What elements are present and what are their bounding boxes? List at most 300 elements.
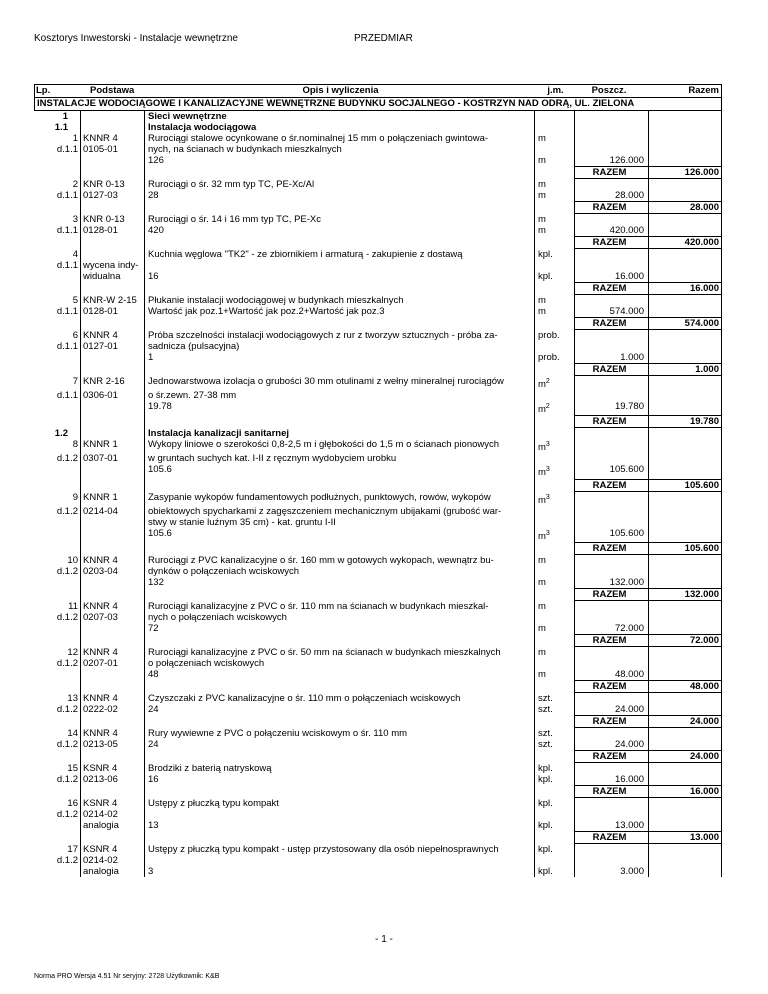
position-razem (648, 820, 722, 831)
position-podstawa: analogia (80, 820, 144, 831)
position-podstawa (80, 669, 144, 680)
position-opis: o śr.zewn. 27-38 mm (144, 390, 534, 401)
table-row (34, 750, 722, 763)
position-lp (34, 750, 80, 763)
position-block (34, 492, 722, 555)
position-razem (648, 306, 722, 317)
position-lp (34, 464, 80, 478)
position-poszcz (574, 555, 648, 566)
position-lp: d.1.2 (56, 657, 78, 669)
position-razem (648, 155, 722, 166)
section-podstawa (80, 111, 144, 122)
position-jm: szt. (534, 693, 574, 704)
position-poszcz-value: 72.000 (574, 623, 648, 634)
position-opis: Rurociągi o śr. 32 mm typ TC, PE-Xc/Al (144, 179, 534, 190)
position-poszcz (574, 341, 648, 352)
position-opis: Wykopy liniowe o szerokości 0,8-2,5 m i głębokości do 1,5 m o ścianach pionowych (144, 439, 534, 453)
position-poszcz-value: 16.000 (574, 774, 648, 785)
position-poszcz (574, 855, 648, 866)
position-podstawa: 0214-02 (80, 855, 144, 866)
position-razem (648, 798, 722, 809)
position-lp: 2 (72, 179, 78, 190)
position-lp: 5 (72, 295, 78, 306)
position-razem (648, 866, 722, 877)
position-razem (648, 601, 722, 612)
position-podstawa: widualna (80, 271, 144, 282)
razem-value: 72.000 (648, 634, 722, 647)
position-block (34, 844, 722, 877)
table-row (34, 634, 722, 647)
position-opis: Rurociągi o śr. 14 i 16 mm typ TC, PE-Xc (144, 214, 534, 225)
position-razem (648, 341, 722, 352)
position-jm (534, 260, 574, 271)
position-lp: 11 (68, 600, 78, 612)
position-calc: 16 (144, 271, 534, 282)
section-poszcz (574, 122, 648, 133)
table-row (34, 566, 722, 577)
position-poszcz (574, 376, 648, 390)
razem-value: 1.000 (648, 363, 722, 376)
position-jm: m (534, 155, 574, 166)
razem-label: RAZEM (574, 317, 648, 330)
position-poszcz (574, 453, 648, 464)
position-podstawa: 0127-03 (80, 190, 144, 201)
position-lp: d.1.1 (56, 225, 78, 236)
position-calc: Wartość jak poz.1+Wartość jak poz.2+Wartość jak poz.3 (144, 306, 534, 317)
table-row (34, 330, 722, 341)
position-lp: d.1.2 (56, 505, 78, 517)
table-row (34, 201, 722, 214)
position-jm: prob. (534, 330, 574, 341)
col-header-lp: Lp. (34, 85, 80, 97)
razem-value: 48.000 (648, 680, 722, 693)
position-opis: Zasypanie wykopów fundamentowych podłużnych, punktowych, rowów, wykopów (144, 492, 534, 506)
razem-value: 19.780 (648, 415, 722, 428)
position-opis: Rurociągi stalowe ocynkowane o śr.nominalnej 15 mm o połączeniach gwintowa- (144, 133, 534, 144)
position-poszcz (574, 214, 648, 225)
position-lp (34, 166, 80, 179)
position-podstawa (80, 479, 144, 492)
position-razem (648, 566, 722, 577)
position-jm: szt. (534, 704, 574, 715)
position-podstawa (80, 249, 144, 260)
table-row (34, 439, 722, 453)
razem-label: RAZEM (574, 201, 648, 214)
table-row (34, 866, 722, 877)
position-jm (534, 363, 574, 376)
page-number: - 1 - (375, 934, 393, 945)
position-block (34, 439, 722, 491)
position-podstawa (80, 201, 144, 214)
position-lp (34, 542, 80, 555)
col-header-jm: j.m. (547, 85, 564, 96)
position-lp (34, 401, 80, 415)
table-row (34, 506, 722, 517)
position-opis (144, 201, 534, 214)
position-razem (648, 453, 722, 464)
position-podstawa (80, 363, 144, 376)
position-podstawa: KNNR 1 (80, 439, 144, 453)
position-jm: m (534, 225, 574, 236)
position-opis (144, 236, 534, 249)
razem-label: RAZEM (574, 542, 648, 555)
section-name: Instalacja wodociągowa (144, 122, 534, 133)
table-body (34, 111, 722, 877)
position-poszcz-value: 13.000 (574, 820, 648, 831)
position-opis (144, 479, 534, 492)
position-podstawa: KSNR 4 (80, 763, 144, 774)
table-row (34, 601, 722, 612)
section-row (34, 428, 722, 439)
position-podstawa (80, 236, 144, 249)
position-poszcz (574, 249, 648, 260)
table-row (34, 144, 722, 155)
table-row (34, 728, 722, 739)
position-opis: w gruntach suchych kat. I-II z ręcznym wydobyciem urobku (144, 453, 534, 464)
position-calc: 19.78 (144, 401, 534, 415)
position-calc: 1 (144, 352, 534, 363)
position-opis (144, 680, 534, 693)
section-row (34, 122, 722, 133)
position-poszcz-value: 105.600 (574, 528, 648, 542)
przedmiar-table (34, 84, 722, 877)
position-jm (534, 658, 574, 669)
section-poszcz (574, 111, 648, 122)
position-razem (648, 376, 722, 390)
position-block (34, 133, 722, 179)
position-podstawa: KNNR 1 (80, 492, 144, 506)
position-block (34, 555, 722, 601)
table-row (34, 693, 722, 704)
position-lp: d.1.1 (56, 260, 78, 271)
position-lp (34, 866, 80, 877)
position-jm (534, 479, 574, 492)
position-podstawa: 0128-01 (80, 225, 144, 236)
table-row (34, 352, 722, 363)
table-row (34, 588, 722, 601)
position-opis (144, 715, 534, 728)
razem-label: RAZEM (574, 831, 648, 844)
section-name: Sieci wewnętrzne (144, 111, 534, 122)
position-lp (34, 588, 80, 601)
position-lp (34, 271, 80, 282)
position-podstawa (80, 401, 144, 415)
table-row (34, 214, 722, 225)
position-podstawa (80, 588, 144, 601)
position-lp (34, 363, 80, 376)
position-podstawa: 0213-05 (80, 739, 144, 750)
table-row (34, 704, 722, 715)
position-razem (648, 855, 722, 866)
position-block (34, 693, 722, 728)
position-opis: Ustępy z płuczką typu kompakt - ustęp przystosowany dla osób niepełnosprawnych (144, 844, 534, 855)
table-row (34, 401, 722, 415)
position-opis: Rurociągi z PVC kanalizacyjne o śr. 160 mm w gotowych wykopach, wewnątrz bu- (144, 555, 534, 566)
position-jm (534, 166, 574, 179)
position-jm (534, 750, 574, 763)
position-podstawa (80, 680, 144, 693)
position-podstawa: 0105-01 (80, 144, 144, 155)
position-razem (648, 225, 722, 236)
razem-value: 16.000 (648, 282, 722, 295)
position-opis: Rurociągi kanalizacyjne z PVC o śr. 110 mm na ścianach w budynkach mieszkal- (144, 601, 534, 612)
position-lp (34, 577, 80, 588)
section-podstawa (80, 428, 144, 439)
table-row (34, 785, 722, 798)
position-lp: 14 (67, 727, 78, 739)
position-jm: kpl. (534, 774, 574, 785)
table-row (34, 647, 722, 658)
position-podstawa: KSNR 4 (80, 798, 144, 809)
table-row (34, 492, 722, 506)
razem-label: RAZEM (574, 750, 648, 763)
table-row (34, 517, 722, 528)
position-jm: m (534, 555, 574, 566)
section-jm (534, 428, 574, 439)
position-jm: szt. (534, 739, 574, 750)
position-calc: 48 (144, 669, 534, 680)
position-jm (534, 809, 574, 820)
position-podstawa (80, 750, 144, 763)
position-opis: Rurociągi kanalizacyjne z PVC o śr. 50 mm na ścianach w budynkach mieszkalnych (144, 647, 534, 658)
position-poszcz-value: 24.000 (574, 704, 648, 715)
position-poszcz (574, 647, 648, 658)
position-poszcz (574, 612, 648, 623)
position-jm (534, 855, 574, 866)
position-razem (648, 704, 722, 715)
position-poszcz (574, 179, 648, 190)
razem-value: 126.000 (648, 166, 722, 179)
section-name: Instalacja kanalizacji sanitarnej (144, 428, 534, 439)
table-row (34, 680, 722, 693)
position-block (34, 376, 722, 428)
position-opis (144, 785, 534, 798)
table-row (34, 542, 722, 555)
position-razem (648, 271, 722, 282)
col-header-podstawa: Podstawa (90, 85, 135, 96)
position-razem (648, 249, 722, 260)
position-podstawa: 0203-04 (80, 566, 144, 577)
position-opis: dynków o połączeniach wciskowych (144, 566, 534, 577)
table-row (34, 555, 722, 566)
position-jm (534, 517, 574, 528)
table-row (34, 763, 722, 774)
position-lp (34, 415, 80, 428)
razem-label: RAZEM (574, 282, 648, 295)
position-jm: m (534, 295, 574, 306)
position-jm (534, 236, 574, 249)
position-opis (144, 750, 534, 763)
table-row (34, 831, 722, 844)
position-opis: obiektowych spycharkami z zagęszczeniem mechanicznym ubijakami (grubość war- (144, 506, 534, 517)
table-row (34, 225, 722, 236)
position-lp: 15 (67, 762, 78, 774)
position-poszcz-value: 24.000 (574, 739, 648, 750)
position-lp: 4 (72, 249, 78, 260)
position-podstawa: 0207-03 (80, 612, 144, 623)
position-lp (34, 715, 80, 728)
position-jm: m (534, 647, 574, 658)
table-row (34, 464, 722, 478)
position-razem (648, 390, 722, 401)
table-row (34, 190, 722, 201)
table-title: INSTALACJE WODOCIĄGOWE I KANALIZACYJNE WEWNĘTRZNE BUDYNKU SOCJALNEGO - KOSTRZYN NAD ODRĄ, UL. ZIELONA (34, 98, 722, 111)
section-razem (648, 428, 722, 439)
position-opis (144, 634, 534, 647)
position-razem (648, 763, 722, 774)
position-opis (144, 831, 534, 844)
table-row (34, 798, 722, 809)
position-podstawa (80, 577, 144, 588)
position-poszcz (574, 439, 648, 453)
razem-value: 105.600 (648, 542, 722, 555)
section-jm (534, 122, 574, 133)
position-podstawa: KNR 0-13 (80, 214, 144, 225)
position-opis: o połączeniach wciskowych (144, 658, 534, 669)
position-opis (144, 282, 534, 295)
position-opis: Brodziki z baterią natryskową (144, 763, 534, 774)
table-row (34, 390, 722, 401)
razem-value: 24.000 (648, 750, 722, 763)
razem-label: RAZEM (574, 785, 648, 798)
position-podstawa: analogia (80, 866, 144, 877)
position-razem (648, 658, 722, 669)
razem-label: RAZEM (574, 715, 648, 728)
position-jm (534, 317, 574, 330)
position-lp: 3 (72, 214, 78, 225)
table-row (34, 415, 722, 428)
position-podstawa: KNNR 4 (80, 647, 144, 658)
position-razem (648, 774, 722, 785)
table-row (34, 669, 722, 680)
position-opis: Rury wywiewne z PVC o połączeniu wciskowym o śr. 110 mm (144, 728, 534, 739)
table-header (34, 84, 722, 98)
razem-label: RAZEM (574, 415, 648, 428)
position-opis: stwy w stanie luźnym 35 cm) - kat. gruntu I-II (144, 517, 534, 528)
position-podstawa (80, 282, 144, 295)
position-jm: m (534, 577, 574, 588)
position-jm (534, 715, 574, 728)
position-lp: d.1.2 (56, 703, 78, 715)
position-lp: 7 (72, 376, 78, 387)
position-lp (34, 669, 80, 680)
position-jm (534, 453, 574, 464)
table-row (34, 809, 722, 820)
table-row (34, 453, 722, 464)
position-block (34, 601, 722, 647)
position-block (34, 330, 722, 376)
software-footer: Norma PRO Wersja 4.51 Nr seryjny: 2728 Użytkownik: K&B (34, 973, 220, 980)
position-razem (648, 133, 722, 144)
position-razem (648, 464, 722, 478)
razem-label: RAZEM (574, 588, 648, 601)
position-calc: 105.6 (144, 528, 534, 542)
table-row (34, 249, 722, 260)
table-row (34, 577, 722, 588)
position-opis: Ustępy z płuczką typu kompakt (144, 798, 534, 809)
razem-label: RAZEM (574, 680, 648, 693)
position-podstawa: wycena indy- (80, 260, 144, 271)
position-jm: kpl. (534, 820, 574, 831)
position-jm: m (534, 190, 574, 201)
position-razem (648, 693, 722, 704)
position-razem (648, 728, 722, 739)
position-poszcz-value: 16.000 (574, 271, 648, 282)
position-podstawa: 0127-01 (80, 341, 144, 352)
position-poszcz-value: 3.000 (574, 866, 648, 877)
position-poszcz-value: 420.000 (574, 225, 648, 236)
table-row (34, 739, 722, 750)
razem-value: 132.000 (648, 588, 722, 601)
position-lp: d.1.1 (56, 341, 78, 352)
position-jm: m (534, 133, 574, 144)
razem-value: 16.000 (648, 785, 722, 798)
position-razem (648, 612, 722, 623)
table-row (34, 658, 722, 669)
position-lp (34, 623, 80, 634)
razem-label: RAZEM (574, 634, 648, 647)
position-lp (34, 517, 80, 528)
position-opis: Kuchnia węglowa "TK2" - ze zbiornikiem i armaturą - zakupienie z dostawą (144, 249, 534, 260)
position-lp: d.1.2 (56, 854, 78, 866)
position-lp: d.1.2 (56, 565, 78, 577)
table-row (34, 774, 722, 785)
position-podstawa (80, 166, 144, 179)
position-razem (648, 669, 722, 680)
position-podstawa: 0128-01 (80, 306, 144, 317)
position-jm: $m^2$ (534, 376, 574, 390)
position-opis (144, 166, 534, 179)
position-opis: nych o połączeniach wciskowych (144, 612, 534, 623)
position-opis: Płukanie instalacji wodociągowej w budynkach mieszkalnych (144, 295, 534, 306)
position-jm: kpl. (534, 798, 574, 809)
position-poszcz (574, 260, 648, 271)
position-opis: Czyszczaki z PVC kanalizacyjne o śr. 110 mm o połączeniach wciskowych (144, 693, 534, 704)
position-jm: $m^3$ (534, 439, 574, 453)
position-jm (534, 566, 574, 577)
table-row (34, 479, 722, 492)
position-razem (648, 647, 722, 658)
section-row (34, 111, 722, 122)
position-podstawa: 0214-04 (80, 506, 144, 517)
position-lp: d.1.2 (56, 611, 78, 623)
position-opis (144, 317, 534, 330)
position-jm: m (534, 669, 574, 680)
position-lp (34, 155, 80, 166)
position-razem (648, 352, 722, 363)
position-jm: m (534, 179, 574, 190)
position-podstawa: KNNR 4 (80, 330, 144, 341)
position-poszcz-value: 132.000 (574, 577, 648, 588)
position-jm (534, 506, 574, 517)
position-jm: m (534, 601, 574, 612)
position-poszcz (574, 844, 648, 855)
position-podstawa (80, 623, 144, 634)
position-razem (648, 214, 722, 225)
position-razem (648, 555, 722, 566)
table-row (34, 855, 722, 866)
position-calc: 24 (144, 704, 534, 715)
position-lp (34, 634, 80, 647)
col-header-poszcz: Poszcz. (591, 85, 627, 96)
position-razem (648, 439, 722, 453)
position-podstawa: 0213-06 (80, 774, 144, 785)
position-poszcz (574, 566, 648, 577)
position-jm: kpl. (534, 866, 574, 877)
position-lp: 12 (67, 646, 78, 658)
position-jm: kpl. (534, 844, 574, 855)
position-podstawa: KNR-W 2-15 (80, 295, 144, 306)
